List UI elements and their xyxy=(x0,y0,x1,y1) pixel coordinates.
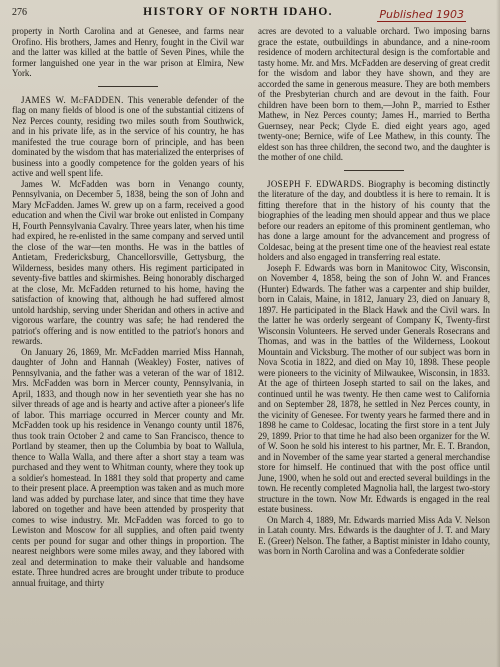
biography-name: JAMES W. McFADDEN. xyxy=(21,94,124,105)
paragraph xyxy=(258,179,490,263)
paragraph: James W. McFadden was born in Venango county, Pennsylvania, on December 5, 1838, being the son of John and Mary McFadden. James W. grew up on a farm, received a good education and when the Civil war broke out enlisted in Company H, Fourth Pennsylvania Cavalry. Three years later, when his time had expired, he re-enlisted in the same company and served until the close of the war—ten months. He was in the battles of Antietam, Fredericksburg, Chancellorsville, Gettysburg, the Wilderness, besides many others. His regiment participated in seventy-five battles and skirmishes. Being honorably discharged at the close, Mr. McFadden returned to his home, having the satisfaction of knowing that, although he had suffered almost untold hardship, serving under Sheridan and others in active and vigorous warfare, the country was safe; he had rendered the patriot's offering and is now entitled to the patriot's honors and rewards. xyxy=(12,178,244,346)
page-crease-shadow xyxy=(496,0,500,667)
paragraph: On March 4, 1889, Mr. Edwards married Miss Ada V. Nelson in Latah county. Mrs. Edwards is the daughter of J. T. and Mary E. (Greer) Nelson. The father, a Baptist minister in Idaho county, was born in North Carolina and was a Confederate soldier xyxy=(258,514,490,556)
biography-name: JOSEPH F. EDWARDS. xyxy=(267,178,365,189)
paragraph-text: Biography is becoming distinctly the literature of the day, and doubtless it is here to remain. It is fitting therefore that in the history of his county that the biographies of the leading men should appear and thus we place before our readers an epitome of this prominent gentleman, who has done a large amount for the advancement and progress of Coldesac, being at the present time one of the heaviest real estate holders and also engaged in transferring real estate. xyxy=(258,178,490,262)
paragraph xyxy=(12,95,244,179)
section-divider xyxy=(344,170,404,171)
right-column xyxy=(258,26,490,666)
paragraph: On January 26, 1869, Mr. McFadden married Miss Hannah, daughter of John and Hannah (Weakley) Foster, natives of Pennsylvania, and the father was a veteran of the war of 1812. Mrs. McFadden was born in Mercer county, Pennsylvania, in April, 1833, and though now in her seventieth year she has no silver threads of age and is hearty and active after a pioneer's life of labor. This marriage occurred in Mercer county and Mr. McFadden took up his residence in Venango county until 1876, thus took train October 2 and came to San Francisco, thence to Portland by steamer, then up the Columbia by boat to Wallula, thence to Walla Walla, and there after a short stay a team was purchased and they went to Whitman county, where they took up a soldier's homestead. In 1881 they sold that property and came to their present place. A preemption was taken and as much more land was added by purchase later, and since that time they have labored on together and have been attended by prosperity that comes to wise industry. Mr. McFadden was forced to go to Lewiston and Moscow for all supplies, and often paid twenty cents per pound for sugar and other things in proportion. The nearest neighbors were some miles away, and they labored with zeal and determination to make their valuable and handsome estate. Three hundred acres are brought under tribute to produce annual fruitage, and thirty xyxy=(12,346,244,588)
page-header xyxy=(12,6,490,26)
paragraph: property in North Carolina and at Genesee, and farms near Orofino. His brothers, James and Henry, fought in the Civil war and the latter was killed at the battle of Seven Pines, while the former languished one year in the war prison at Elmira, New York. xyxy=(12,26,244,78)
paragraph-text: This venerable defender of the flag on many fields of blood is one of the substantial citizens of Nez Perces county, residing two miles south from Southwick, and in his private life, as in the service of his country, he has manifested the true courage born of principle, and has been dominated by the wisdom that has materialized the enterprises of business into a goodly competence for the golden years of his active and well spent life. xyxy=(12,94,244,178)
left-column xyxy=(12,26,244,666)
paragraph: Joseph F. Edwards was born in Manitowoc City, Wisconsin, on November 4, 1858, being the son of John W. and Frances (Hunter) Edwards. The father was a carpenter and ship builder, born in Calais, Maine, in 1812, January 23, died on January 8, 1897. He participated in the Black Hawk and the Civil wars. In the latter he was orderly sergeant of Company K, Twenty-first Wisconsin Volunteers. He served under Generals Rosecrans and Thomas, and was in the battles of the Wilderness, Lookout Mountain and Vicksburg. The mother of our subject was born in Nova Scotia in 1822, and died on May 10, 1898. These people were pioneers to the vicinity of Milwaukee, Wisconsin, in 1833. At the age of thirteen Joseph started to sail on the lakes, and continued until he was twenty. He then came west to California and on September 28, 1878, he settled in Nez Perces county, in the vicinity of Genesee. For twenty years he farmed there and in 1898 he came to Coldesac, locating the first store in a tent July 29, 1899. Prior to that time he had also been organizer for the W. of W. Soon he sold his interest to his partner, Mr. E. T. Brandon, and in November of the same year started a general merchandise store for himself. He continued that with the post office until June, 1900, when he sold out and erected several buildings in the town. He recently completed Magnolia hall, the largest two-story structure in the town. Now Mr. Edwards is engaged in the real estate business. xyxy=(258,262,490,514)
page-number: 276 xyxy=(12,7,27,18)
text-columns xyxy=(12,26,490,666)
running-head: HISTORY OF NORTH IDAHO. xyxy=(143,6,333,18)
section-divider xyxy=(98,86,158,87)
paragraph: acres are devoted to a valuable orchard. Two imposing barns grace the estate, outbuildings in abundance, and a nine-room residence of modern architectural design is the comfortable and tasty home. Mr. and Mrs. McFadden are deserving of great credit for the wisdom and labor they have shown, and they are accorded the same in generous measure. They are both members of the Presbyterian church and are devout in the faith. Four children have been born to them,—John P., married to Esther Mathew, in Nez Perces county; James H., married to Bertha Guernsey, near Peck; Clyde E. died eight years ago, aged twenty-one; Bernice, wife of Lee Mathew, in this county. The eldest son has three children, the second two, and the daughter is the mother of one child. xyxy=(258,26,490,162)
published-stamp: Published 1903 xyxy=(379,8,464,21)
